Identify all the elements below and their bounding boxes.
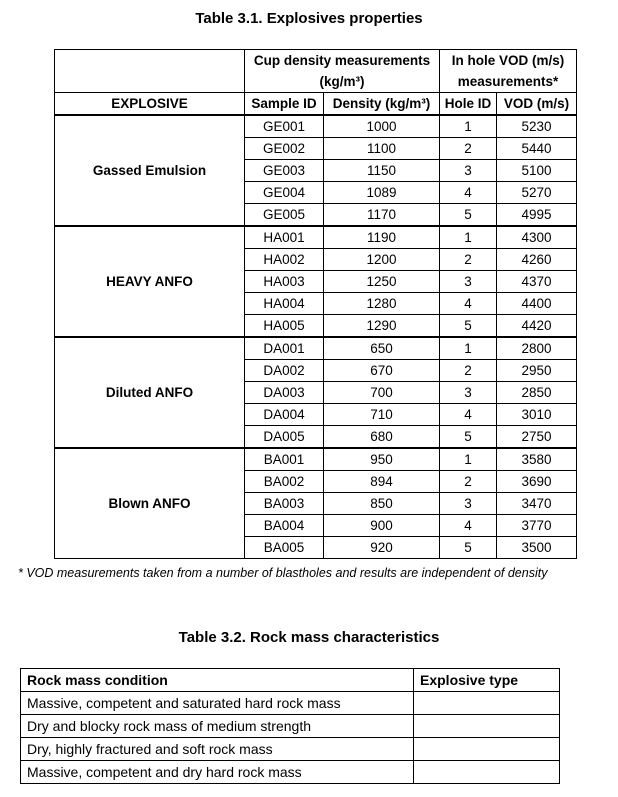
- rock-mass-condition-cell: Massive, competent and saturated hard rock mass: [21, 692, 414, 715]
- vod-cell: 2800: [497, 337, 577, 360]
- vod-cell: 4400: [497, 293, 577, 315]
- sample-id-cell: GE004: [245, 182, 324, 204]
- sample-id-cell: HA003: [245, 271, 324, 293]
- explosive-type-cell: [414, 692, 560, 715]
- sample-id-cell: GE001: [245, 115, 324, 138]
- explosive-group-name: Blown ANFO: [55, 448, 245, 559]
- vod-cell: 5230: [497, 115, 577, 138]
- explosive-type-cell: [414, 738, 560, 761]
- density-cell: 1250: [324, 271, 440, 293]
- sample-id-cell: DA005: [245, 426, 324, 449]
- hole-id-cell: 4: [440, 404, 497, 426]
- cup-density-header: Cup density measurements (kg/m³): [245, 50, 440, 93]
- hole-id-cell: 3: [440, 271, 497, 293]
- sample-id-cell: HA001: [245, 226, 324, 249]
- table-3-2-title: Table 3.2. Rock mass characteristics: [178, 629, 440, 646]
- density-cell: 894: [324, 471, 440, 493]
- density-cell: 1290: [324, 315, 440, 338]
- sample-id-cell: BA004: [245, 515, 324, 537]
- rock-mass-condition-header: Rock mass condition: [21, 669, 414, 692]
- hole-id-cell: 1: [440, 115, 497, 138]
- vod-cell: 3500: [497, 537, 577, 559]
- vod-cell: 3580: [497, 448, 577, 471]
- table-3-1-footnote: * VOD measurements taken from a number of blastholes and results are independent of density: [18, 566, 548, 580]
- sample-id-cell: DA002: [245, 360, 324, 382]
- vod-cell: 5440: [497, 138, 577, 160]
- explosive-type-cell: [414, 715, 560, 738]
- explosive-column-header: EXPLOSIVE: [55, 93, 245, 116]
- header-empty-cell: [55, 50, 245, 93]
- vod-cell: 5100: [497, 160, 577, 182]
- sample-id-cell: DA004: [245, 404, 324, 426]
- hole-id-cell: 2: [440, 249, 497, 271]
- sample-id-cell: GE002: [245, 138, 324, 160]
- density-cell: 680: [324, 426, 440, 449]
- density-cell: 850: [324, 493, 440, 515]
- density-cell: 920: [324, 537, 440, 559]
- hole-id-cell: 1: [440, 448, 497, 471]
- density-cell: 1200: [324, 249, 440, 271]
- explosive-group-name: HEAVY ANFO: [55, 226, 245, 337]
- sample-id-cell: BA002: [245, 471, 324, 493]
- density-cell: 1170: [324, 204, 440, 227]
- explosive-group-name: Gassed Emulsion: [55, 115, 245, 226]
- hole-id-column-header: Hole ID: [440, 93, 497, 116]
- density-cell: 1190: [324, 226, 440, 249]
- rock-mass-characteristics-table: [20, 668, 560, 784]
- table-row: [55, 226, 577, 249]
- hole-id-cell: 1: [440, 337, 497, 360]
- hole-id-cell: 3: [440, 382, 497, 404]
- hole-id-cell: 5: [440, 204, 497, 227]
- vod-cell: 3010: [497, 404, 577, 426]
- table-row: [21, 692, 560, 715]
- sample-id-cell: GE005: [245, 204, 324, 227]
- hole-id-cell: 2: [440, 360, 497, 382]
- hole-id-cell: 2: [440, 138, 497, 160]
- vod-cell: 4370: [497, 271, 577, 293]
- explosives-properties-table: [54, 49, 577, 559]
- table-row: [55, 115, 577, 138]
- table-row: [55, 448, 577, 471]
- table-row: [21, 738, 560, 761]
- vod-header: In hole VOD (m/s) measurements*: [440, 50, 577, 93]
- hole-id-cell: 5: [440, 426, 497, 449]
- vod-cell: 4300: [497, 226, 577, 249]
- vod-cell: 4995: [497, 204, 577, 227]
- vod-cell: 3770: [497, 515, 577, 537]
- vod-column-header: VOD (m/s): [497, 93, 577, 116]
- vod-cell: 2950: [497, 360, 577, 382]
- density-cell: 1089: [324, 182, 440, 204]
- explosive-type-cell: [414, 761, 560, 784]
- hole-id-cell: 4: [440, 515, 497, 537]
- density-cell: 1100: [324, 138, 440, 160]
- table-row: [55, 337, 577, 360]
- sample-id-cell: BA005: [245, 537, 324, 559]
- hole-id-cell: 2: [440, 471, 497, 493]
- hole-id-cell: 5: [440, 315, 497, 338]
- density-cell: 1000: [324, 115, 440, 138]
- vod-cell: 2850: [497, 382, 577, 404]
- sample-id-cell: GE003: [245, 160, 324, 182]
- vod-cell: 2750: [497, 426, 577, 449]
- density-cell: 1280: [324, 293, 440, 315]
- hole-id-cell: 3: [440, 493, 497, 515]
- rock-mass-condition-cell: Massive, competent and dry hard rock mass: [21, 761, 414, 784]
- table-row: [21, 761, 560, 784]
- hole-id-cell: 5: [440, 537, 497, 559]
- hole-id-cell: 3: [440, 160, 497, 182]
- sample-id-cell: BA001: [245, 448, 324, 471]
- sample-id-cell: HA004: [245, 293, 324, 315]
- sample-id-cell: BA003: [245, 493, 324, 515]
- density-cell: 900: [324, 515, 440, 537]
- table-3-1-title: Table 3.1. Explosives properties: [195, 10, 423, 27]
- table-row: [21, 715, 560, 738]
- sample-id-cell: DA003: [245, 382, 324, 404]
- explosive-group-name: Diluted ANFO: [55, 337, 245, 448]
- rock-mass-condition-cell: Dry and blocky rock mass of medium strength: [21, 715, 414, 738]
- vod-cell: 5270: [497, 182, 577, 204]
- vod-cell: 3470: [497, 493, 577, 515]
- rock-mass-condition-cell: Dry, highly fractured and soft rock mass: [21, 738, 414, 761]
- sample-id-column-header: Sample ID: [245, 93, 324, 116]
- density-cell: 670: [324, 360, 440, 382]
- density-cell: 1150: [324, 160, 440, 182]
- explosive-type-header: Explosive type: [414, 669, 560, 692]
- sample-id-cell: HA002: [245, 249, 324, 271]
- sample-id-cell: HA005: [245, 315, 324, 338]
- hole-id-cell: 4: [440, 182, 497, 204]
- density-column-header: Density (kg/m³): [324, 93, 440, 116]
- density-cell: 650: [324, 337, 440, 360]
- density-cell: 700: [324, 382, 440, 404]
- hole-id-cell: 1: [440, 226, 497, 249]
- vod-cell: 4420: [497, 315, 577, 338]
- vod-cell: 4260: [497, 249, 577, 271]
- vod-cell: 3690: [497, 471, 577, 493]
- density-cell: 950: [324, 448, 440, 471]
- sample-id-cell: DA001: [245, 337, 324, 360]
- density-cell: 710: [324, 404, 440, 426]
- hole-id-cell: 4: [440, 293, 497, 315]
